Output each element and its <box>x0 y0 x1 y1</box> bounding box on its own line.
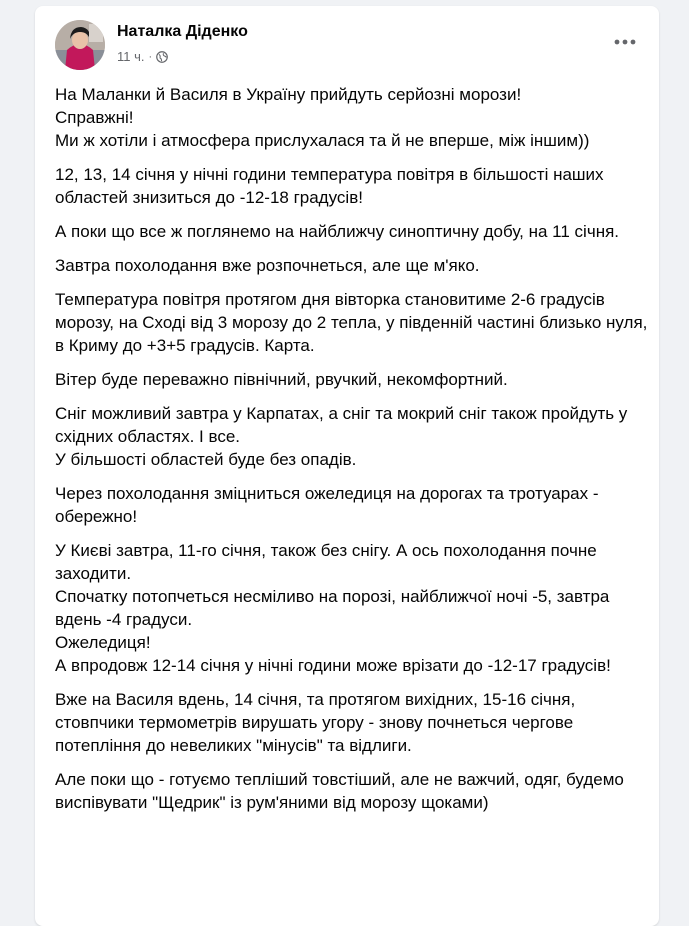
post-header <box>55 20 645 72</box>
post-paragraph: Через похолодання зміцниться ожеледиця на дорогах та тротуарах - обережно! <box>55 484 599 526</box>
post-paragraph: 12, 13, 14 січня у нічні години температура повітря в більшості наших областей знизиться до -12-18 градусів! <box>55 165 604 207</box>
avatar[interactable] <box>55 20 105 70</box>
post-paragraph: Завтра похолодання вже розпочнеться, але ще м'яко. <box>55 256 480 275</box>
post-text <box>55 83 651 825</box>
post-meta <box>117 49 168 64</box>
more-horizontal-icon <box>613 38 637 46</box>
post-paragraph: Вітер буде переважно північний, рвучкий, некомфортний. <box>55 370 508 389</box>
avatar-photo <box>55 20 105 70</box>
globe-icon[interactable] <box>156 51 168 63</box>
post-paragraph: Температура повітря протягом дня вівторка становитиме 2-6 градусів морозу, на Сході від 3 морозу до 2 тепла, у південній частині близько нуля, в Криму до +3+5 градусів. Карта. <box>55 290 648 355</box>
more-options-button[interactable] <box>609 32 641 52</box>
author-name[interactable]: Наталка Діденко <box>117 23 248 40</box>
post-paragraph: Вже на Василя вдень, 14 січня, та протягом вихідних, 15-16 січня, стовпчики термометрів вирушать угору - знову почнеться чергове потепління до невеликих "мінусів" та відлиги. <box>55 690 576 755</box>
meta-separator: · <box>148 50 153 63</box>
post-paragraph: У Києві завтра, 11-го січня, також без снігу. А ось похолодання почне заходити. Спочатку потопчеться несміливо на порозі, найближчої ночі -5, завтра вдень -4 градуси. Ожеледиця! А впродовж 12-14 січня у нічні години може врізати до -12-17 градусів! <box>55 541 611 675</box>
post-paragraph: На Маланки й Василя в Україну прийдуть серйозні морози! Справжні! Ми ж хотіли і атмосфера прислухалася та й не вперше, між іншим)) <box>55 85 590 150</box>
post-timestamp[interactable]: 11 ч. <box>117 49 145 64</box>
post-card <box>35 6 659 926</box>
post-paragraph: А поки що все ж поглянемо на найближчу синоптичну добу, на 11 січня. <box>55 222 620 241</box>
post-paragraph: Але поки що - готуємо тепліший товстіший, але не важчий, одяг, будемо виспівувати "Щедрик" із рум'яними від морозу щоками) <box>55 770 624 812</box>
post-paragraph: Сніг можливий завтра у Карпатах, а сніг та мокрий сніг також пройдуть у східних областях. І все. У більшості областей буде без опадів. <box>55 404 628 469</box>
